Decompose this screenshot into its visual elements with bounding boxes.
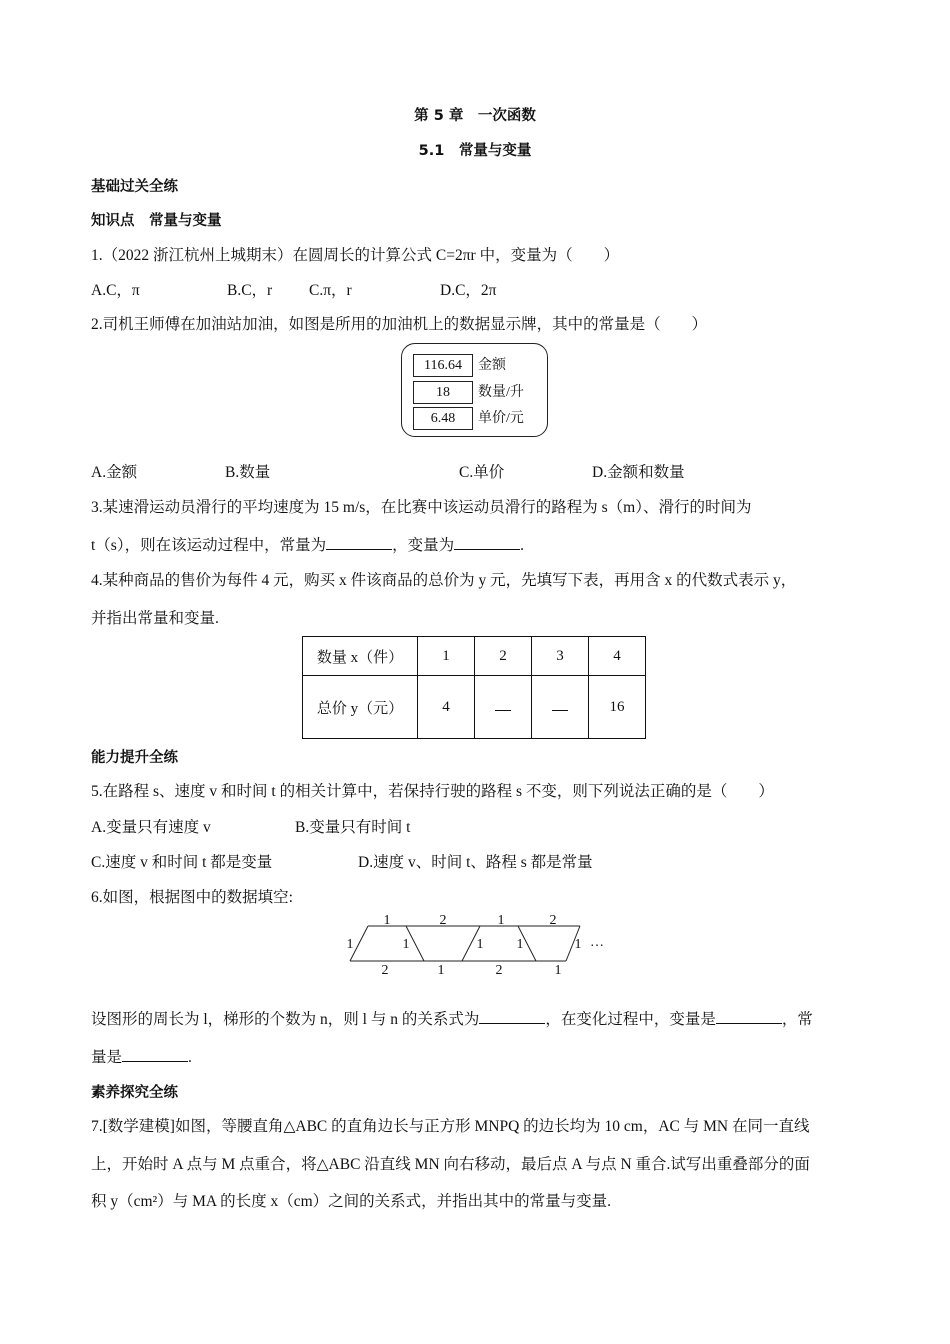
figure-top-label: 1 bbox=[383, 913, 391, 928]
q4-line1: 4.某种商品的售价为每件 4 元，购买 x 件该商品的总价为 y 元，先填写下表，再用含 x 的代数式表示 y， bbox=[91, 572, 797, 589]
display-price-label: 单价/元 bbox=[478, 411, 524, 426]
display-amount-label: 金额 bbox=[478, 358, 506, 373]
q5-option-c[interactable]: C.速度 v 和时间 t 都是变量 bbox=[91, 854, 273, 871]
q3-text-a: t（s），则在该运动过程中，常量为 bbox=[91, 537, 327, 554]
q3-line2 bbox=[91, 533, 524, 555]
q1-option-d[interactable]: D.C，2π bbox=[440, 282, 497, 299]
q4-line2: 并指出常量和变量. bbox=[91, 610, 219, 627]
q2-stem: 2.司机王师傅在加油站加油，如图是所用的加油机上的数据显示牌，其中的常量是（ ） bbox=[91, 316, 708, 333]
q3-text-b: ，变量为 bbox=[392, 537, 455, 554]
part-title-literacy: 素养探究全练 bbox=[91, 1085, 178, 1101]
q6-text-a: 设图形的周长为 l，梯形的个数为 n，则 l 与 n 的关系式为 bbox=[91, 1011, 480, 1028]
q5-stem: 5.在路程 s、速度 v 和时间 t 的相关计算中，若保持行驶的路程 s 不变，则下列说法正确的是（ ） bbox=[91, 783, 774, 800]
figure-side-label: 1 bbox=[516, 937, 524, 952]
q2-option-d[interactable]: D.金额和数量 bbox=[592, 464, 685, 481]
figure-top-label: 2 bbox=[549, 913, 557, 928]
q4-price-table bbox=[302, 636, 646, 739]
fuel-display-panel bbox=[401, 343, 548, 437]
display-quantity-label: 数量/升 bbox=[478, 385, 524, 400]
table-header-quantity: 数量 x（件） bbox=[303, 637, 418, 676]
q1-stem: 1.（2022 浙江杭州上城期末）在圆周长的计算公式 C=2πr 中，变量为（ ） bbox=[91, 247, 620, 264]
display-price-value: 6.48 bbox=[413, 407, 473, 430]
q6-line2 bbox=[91, 1045, 192, 1067]
table-cell: 4 bbox=[589, 637, 646, 676]
q6-blank-relation[interactable] bbox=[479, 1009, 545, 1024]
table-cell: 4 bbox=[418, 676, 475, 739]
figure-side-label: 1 bbox=[574, 937, 582, 952]
q3-text-c: . bbox=[520, 537, 524, 554]
q3-blank-variable[interactable] bbox=[454, 535, 520, 550]
q6-blank-constant[interactable] bbox=[122, 1047, 188, 1062]
table-row bbox=[303, 637, 646, 676]
table-cell: 1 bbox=[418, 637, 475, 676]
q6-text-c: ，常 bbox=[781, 1011, 813, 1028]
q6-text-d: 量是 bbox=[91, 1049, 123, 1066]
figure-side-label: 1 bbox=[346, 937, 354, 952]
q2-option-b[interactable]: B.数量 bbox=[225, 464, 271, 481]
q6-text-e: . bbox=[188, 1049, 192, 1066]
table-cell-blank[interactable] bbox=[475, 676, 532, 739]
table-header-total: 总价 y（元） bbox=[303, 676, 418, 739]
section-title: 5.1 常量与变量 bbox=[418, 143, 532, 159]
table-cell: 16 bbox=[589, 676, 646, 739]
display-quantity-value: 18 bbox=[413, 381, 473, 404]
q2-option-a[interactable]: A.金额 bbox=[91, 464, 138, 481]
figure-top-label: 2 bbox=[439, 913, 447, 928]
q1-option-c[interactable]: C.π，r bbox=[309, 282, 352, 299]
chapter-title: 第 5 章 一次函数 bbox=[414, 108, 536, 124]
part-title-basic: 基础过关全练 bbox=[91, 179, 178, 195]
q6-line1 bbox=[91, 1007, 813, 1029]
q6-stem: 6.如图，根据图中的数据填空: bbox=[91, 889, 293, 906]
figure-bottom-label: 2 bbox=[381, 963, 389, 978]
figure-side-label: 1 bbox=[476, 937, 484, 952]
figure-side-label: 1 bbox=[402, 937, 410, 952]
q3-line1: 3.某速滑运动员滑行的平均速度为 15 m/s，在比赛中该运动员滑行的路程为 s（m）、滑行的时间为 bbox=[91, 499, 752, 516]
figure-bottom-label: 1 bbox=[554, 963, 562, 978]
q7-line2: 上，开始时 A 点与 M 点重合，将△ABC 沿直线 MN 向右移动，最后点 A 与点 N 重合.试写出重叠部分的面 bbox=[91, 1156, 810, 1173]
q7-line1: 7.[数学建模]如图，等腰直角△ABC 的直角边长与正方形 MNPQ 的边长均为 10 cm，AC 与 MN 在同一直线 bbox=[91, 1118, 810, 1135]
table-row bbox=[303, 676, 646, 739]
display-amount-value: 116.64 bbox=[413, 354, 473, 377]
q5-option-a[interactable]: A.变量只有速度 v bbox=[91, 819, 211, 836]
table-cell-blank[interactable] bbox=[532, 676, 589, 739]
knowledge-point-title: 知识点 常量与变量 bbox=[91, 213, 222, 229]
figure-bottom-label: 2 bbox=[495, 963, 503, 978]
figure-dots: … bbox=[590, 935, 604, 950]
q6-blank-variable[interactable] bbox=[716, 1009, 782, 1024]
table-cell: 2 bbox=[475, 637, 532, 676]
figure-bottom-label: 1 bbox=[437, 963, 445, 978]
q5-option-b[interactable]: B.变量只有时间 t bbox=[295, 819, 411, 836]
q6-text-b: ，在变化过程中，变量是 bbox=[545, 1011, 716, 1028]
q5-option-d[interactable]: D.速度 v、时间 t、路程 s 都是常量 bbox=[358, 854, 593, 871]
q1-option-a[interactable]: A.C，π bbox=[91, 282, 140, 299]
trapezoid-figure bbox=[340, 908, 620, 980]
table-cell: 3 bbox=[532, 637, 589, 676]
figure-top-label: 1 bbox=[497, 913, 505, 928]
q7-line3: 积 y（cm²）与 MA 的长度 x（cm）之间的关系式，并指出其中的常量与变量. bbox=[91, 1193, 612, 1210]
q3-blank-constant[interactable] bbox=[326, 535, 392, 550]
q2-option-c[interactable]: C.单价 bbox=[459, 464, 505, 481]
q1-option-b[interactable]: B.C，r bbox=[227, 282, 273, 299]
part-title-ability: 能力提升全练 bbox=[91, 750, 178, 766]
